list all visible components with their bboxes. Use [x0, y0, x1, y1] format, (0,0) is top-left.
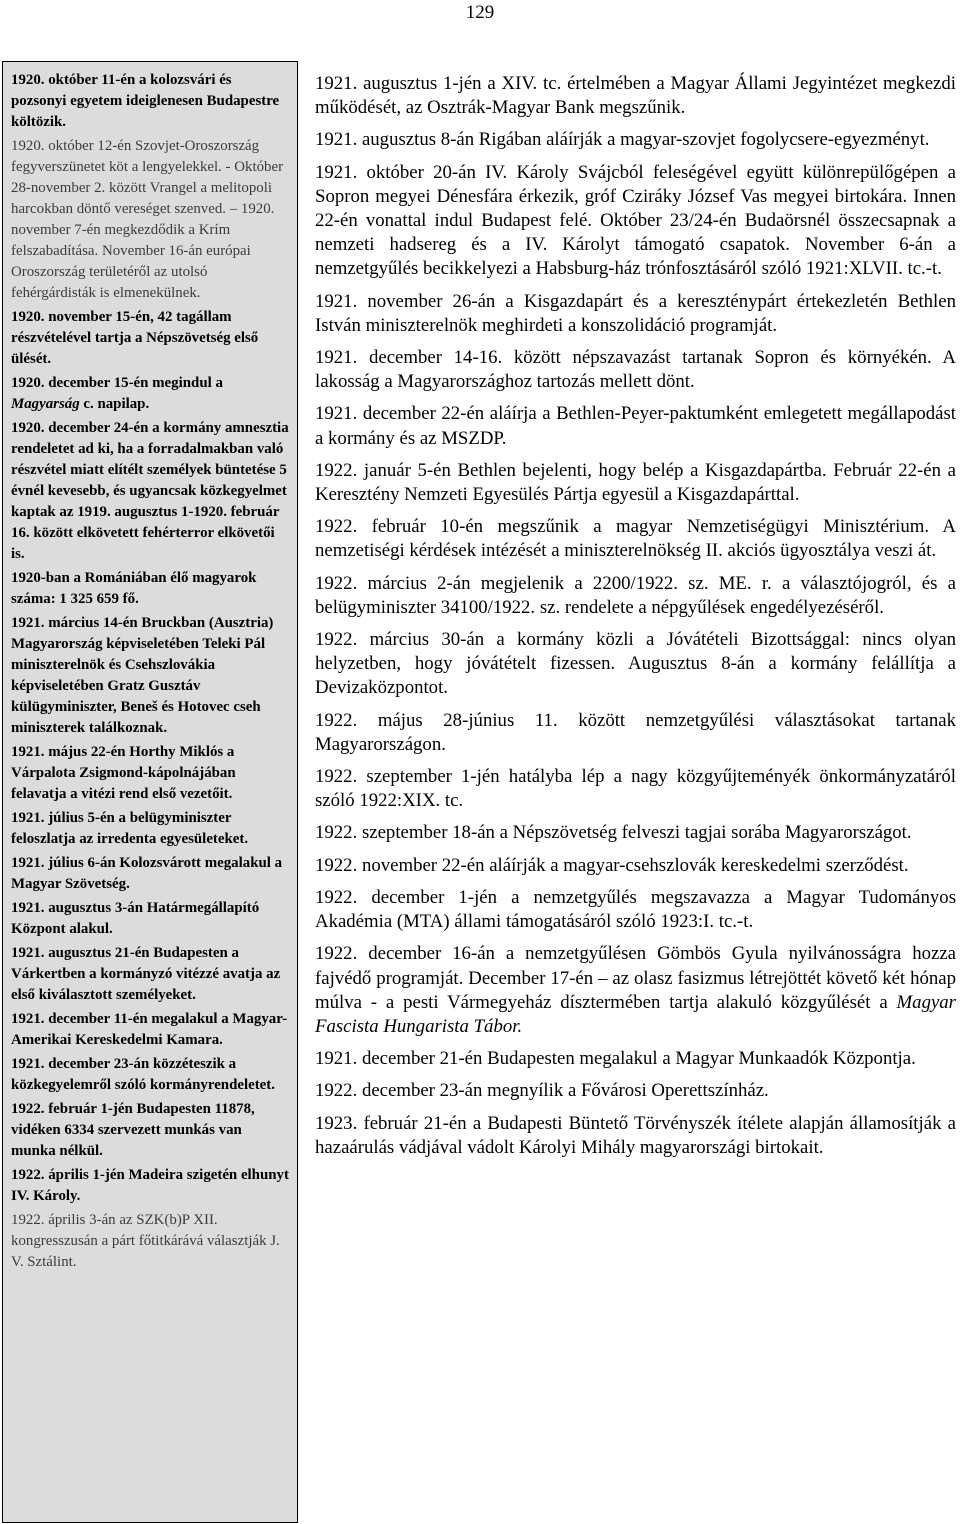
sidebar-entry: 1921. augusztus 3-án Határmegállapító Központ alakul.	[11, 900, 260, 937]
chronology-entry: 1922. március 30-án a kormány közli a Jóvátételi Bizottsággal: nincs olyan helyzetben, hogy jóvátételt fizessen. Augusztus 8-án a kormány felállítja a Devizaközpontot.	[315, 629, 956, 699]
sidebar-entry: 1921. március 14-én Bruckban (Ausztria) Magyarország képviseletében Teleki Pál miniszterelnök és Csehszlovákia képviseletében Gratz Gusztáv külügyminiszter, Beneš és Hotovec cseh miniszterek találkoznak.	[11, 615, 274, 736]
sidebar-entry: 1922. február 1-jén Budapesten 11878, vidéken 6334 szervezett munkás van munka nélkül.	[11, 1101, 255, 1159]
sidebar-entry: 1921. augusztus 21-én Budapesten a Várkertben a kormányzó vitézzé avatja az első kiválasztott személyeket.	[11, 945, 281, 1003]
sidebar-entry: 1920-ban a Romániában élő magyarok száma: 1 325 659 fő.	[11, 570, 257, 607]
sidebar-entry: 1920. november 15-én, 42 tagállam részvételével tartja a Népszövetség első ülését.	[11, 309, 259, 367]
sidebar-entry: 1921. május 22-én Horthy Miklós a Várpalota Zsigmond-kápolnájában felavatja a vitézi rend első vezetőit.	[11, 744, 236, 802]
chronology-entry: 1921. december 14-16. között népszavazást tartanak Sopron és környékén. A lakosság a Magyarországhoz tartozás mellett dönt.	[315, 347, 956, 393]
chronology-entry: 1921. november 26-án a Kisgazdapárt és a kereszténypárt értekezletén Bethlen István miniszterelnök meghirdeti a konszolidáció programját.	[315, 290, 956, 336]
page-number: 129	[465, 2, 495, 23]
sidebar-entry: 1920. október 11-én a kolozsvári és pozsonyi egyetem ideiglenesen Budapestre költözik.	[11, 72, 280, 130]
chronology-entry: 1921. október 20-án IV. Károly Svájcból feleségével együtt különrepülőgépen a Sopron megyei Dénesfára érkezik, gróf Cziráky József Vas megyei birtokára. Innen 22-én vonattal indul Budapest felé. Október 23/24-én Budaörsnél összecsapnak a nemzeti hadsereg és a IV. Károlyt támogató csapatok. November 6-án a nemzetgyűlés becikkelyezi a Habsburg-ház trónfosztásáról szóló 1921:XLVII. tc.-t.	[315, 161, 956, 280]
chronology-entry: 1922. május 28-június 11. között nemzetgyűlési választásokat tartanak Magyarországon.	[315, 709, 956, 755]
chronology-entry: 1921. december 21-én Budapesten megalakul a Magyar Munkaadók Központja.	[315, 1048, 916, 1070]
chronology-entry: 1922. szeptember 18-án a Népszövetség felveszi tagjai sorába Magyarországot.	[315, 822, 912, 844]
sidebar-entry: 1921. december 11-én megalakul a Magyar-Amerikai Kereskedelmi Kamara.	[11, 1011, 288, 1048]
chronology-entry: 1922. január 5-én Bethlen bejelenti, hogy belép a Kisgazdapártba. Február 22-én a Keresztény Nemzeti Egyesülés Pártja egyesül a Kisgazdapárttal.	[315, 459, 956, 506]
sidebar-entry: 1922. április 1-jén Madeira szigetén elhunyt IV. Károly.	[11, 1167, 289, 1204]
sidebar-entry	[11, 373, 290, 415]
sidebar-chronology-box	[2, 61, 298, 1523]
sidebar-entry: 1921. július 6-án Kolozsvárott megalakul a Magyar Szövetség.	[11, 855, 283, 892]
organization-name: Magyar Fascista Hungarista Tábor.	[315, 991, 956, 1037]
entry-text: 1920. december 15-én megindul a	[11, 375, 223, 391]
sidebar-entry: 1921. július 5-én a belügyminiszter feloszlatja az irredenta egyesületeket.	[11, 810, 249, 847]
chronology-entry: 1922. március 2-án megjelenik a 2200/1922. sz. ME. r. a választójogról, és a belügyminiszter 34100/1922. sz. rendelete a népgyűlések engedélyezéséről.	[315, 572, 956, 618]
chronology-entry: 1922. november 22-én aláírják a magyar-csehszlovák kereskedelmi szerződést.	[315, 854, 909, 876]
chronology-entry: 1922. december 1-jén a nemzetgyűlés megszavazza a Magyar Tudományos Akadémia (MTA) állami támogatásáról szóló 1923:I. tc.-t.	[315, 886, 956, 933]
sidebar-entry: 1921. december 23-án közzéteszik a közkegyelemről szóló kormányrendeletet.	[11, 1056, 275, 1093]
chronology-entry: 1921. augusztus 8-án Rigában aláírják a magyar-szovjet fogolycsere-egyezményt.	[315, 129, 930, 151]
chronology-entry: 1923. február 21-én a Budapesti Büntető Törvényszék ítélete alapján államosítják a hazaárulás vádjával vádolt Károlyi Mihály magyarországi birtokait.	[315, 1112, 956, 1158]
chronology-entry: 1921. augusztus 1-jén a XIV. tc. értelmében a Magyar Állami Jegyintézet megkezdi működését, az Osztrák-Magyar Bank megszűnik.	[315, 73, 956, 119]
sidebar-entry: 1920. október 12-én Szovjet-Oroszország fegyverszünetet köt a lengyelekkel. - Október 28-november 2. között Vrangel a melitopoli harcokban döntő vereséget szenved. – 1920. november 7-én megkezdődik a Krím felszabadítása. November 16-án európai Oroszország területéről az utolsó fehérgárdisták is elmenekülnek.	[11, 138, 284, 301]
entry-text: c. napilap.	[79, 396, 150, 412]
main-chronology-column	[315, 72, 956, 1168]
chronology-entry: 1922. december 23-án megnyílik a Fővárosi Operettszínház.	[315, 1080, 769, 1102]
newspaper-title: Magyarság	[11, 396, 80, 412]
chronology-entry: 1921. december 22-én aláírja a Bethlen-Peyer-paktumként emlegetett megállapodást a kormány és az MSZDP.	[315, 403, 956, 449]
chronology-entry: 1922. február 10-én megszűnik a magyar Nemzetiségügyi Minisztérium. A nemzetiségi kérdések intézését a miniszterelnökség II. akciós ügyosztálya veszi át.	[315, 516, 956, 562]
chronology-entry: 1922. szeptember 1-jén hatályba lép a nagy közgyűjteményék önkormányzatáról szóló 1922:XIX. tc.	[315, 766, 956, 812]
sidebar-entry: 1922. április 3-án az SZK(b)P XII. kongresszusán a párt főtitkárává választják J. V. Sztálint.	[11, 1212, 280, 1270]
entry-text: 1922. december 16-án a nemzetgyűlésen Gömbös Gyula nyilvánosságra hozza fajvédő programját. December 17-én – az olasz fasizmus létrejöttét követő két hónap múlva - a pesti Vármegyeház dísztermében tartja alakuló közgyűlését a	[315, 943, 956, 1013]
sidebar-entry: 1920. december 24-én a kormány amnesztia rendeletet ad ki, ha a forradalmakban való részvétel miatt elítélt személyek büntetése 5 évnél kevesebb, és ugyancsak közkegyelmet kaptak az 1919. augusztus 1-1920. február 16. között elkövetett fehérterror elkövetői is.	[11, 420, 289, 562]
chronology-entry	[315, 942, 956, 1039]
